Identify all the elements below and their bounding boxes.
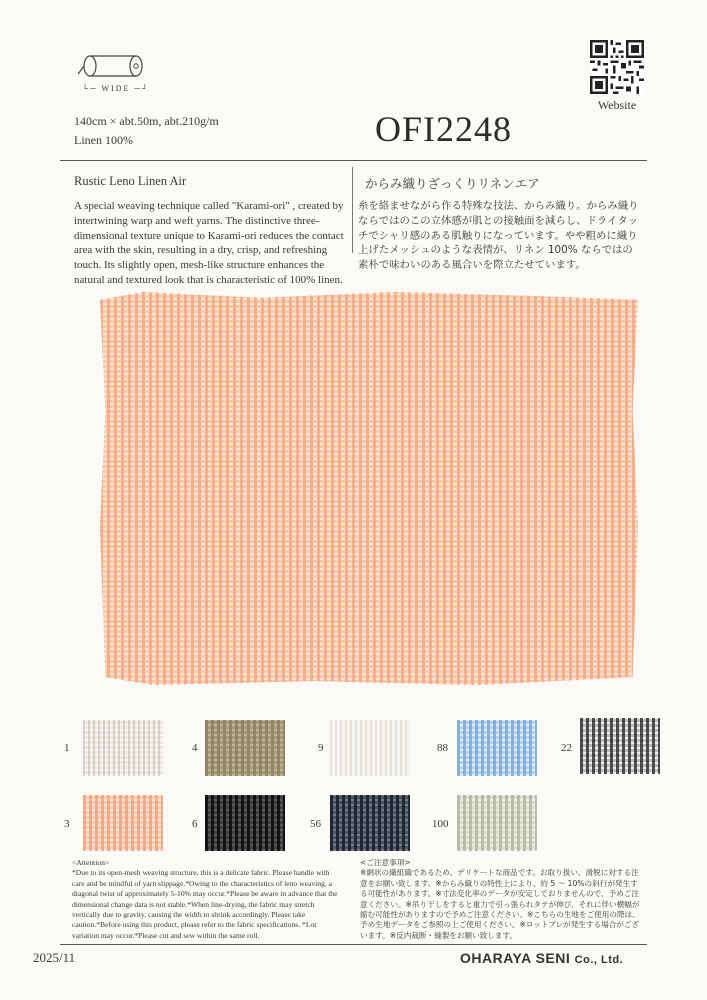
color-number: 100 <box>432 818 449 830</box>
color-number: 9 <box>318 742 324 754</box>
color-number: 4 <box>192 742 198 754</box>
fabric-roll-icon <box>74 52 158 82</box>
attention-en-body: *Due to its open-mesh weaving structure, this is a delicate fabric. Please handle with care and be mindful of yarn slippage.*Owing to the characteristics of leno weaving, a diagonal twist of approximately 5-10% may occur.*Please be aware in advance that the dimensional change data is not stable.*When line-drying, the fabric may stretch vertically due to gravity, causing the width to shrink accordingly. Please take caution.*Before using this product, please refer to the fabric specifications. *Lot variation may occur.*Please cut and sew within the same roll. <box>72 868 338 940</box>
attention-jp-body: ※網状の織組織であるため、デリケートな商品です。お取り扱い、滑脱に対する注意をお願い致します。※からみ織りの特性上により、約 5 〜 10%の斜行が発生する可能性があります。※寸法変化率のデータが安定しておりませんので、予めご注意ください。※吊り干しをすると重力で引っ張られタテが伸び、それに伴い横幅が縮む可能性がありますので予めご注意ください。※こちらの生地をご使用の際は、予め生地データをご参照の上ご使用ください。※ロットブレが発生する場合がございます。※反内裁断・縫製をお願い致します。 <box>360 868 640 940</box>
color-chip-9[interactable] <box>330 720 410 776</box>
brand-main: OHARAYA SENI <box>460 950 571 966</box>
footer-divider <box>60 944 647 945</box>
description-jp: 糸を絡ませながら作る特殊な技法、からみ織り。からみ織りならではのこの立体感が肌との接触面を減らし、ドライタッチでシャリ感のある肌触りになっています。やや粗めに織り上げたメッシュのような表情が、リネン 100% ならではの素朴で味わいのある風合いを際立たせています。 <box>358 200 639 272</box>
color-number: 88 <box>437 742 448 754</box>
wide-text: WIDE <box>101 84 131 93</box>
color-number: 6 <box>192 818 198 830</box>
attention-jp <box>360 858 645 941</box>
color-number: 56 <box>310 818 321 830</box>
attention-en-title: <Attention> <box>72 858 110 867</box>
color-chip-88[interactable] <box>457 720 537 776</box>
title-en: Rustic Leno Linen Air <box>74 174 187 188</box>
color-chip-56[interactable] <box>330 795 410 851</box>
qr-code-icon[interactable] <box>590 40 644 94</box>
qr-label: Website <box>597 98 637 112</box>
spec-size: 140cm × abt.50m, abt.210g/m <box>74 114 219 128</box>
header-divider <box>60 160 647 161</box>
attention-jp-title: <ご注意事項> <box>360 858 411 867</box>
color-number: 1 <box>64 742 70 754</box>
attention-en <box>72 858 342 941</box>
description-en: A special weaving technique called "Karami-ori" , created by intertwining warp and weft yarns. The distinctive three-dimensional texture unique to Karami-ori reduces the contact area with the skin, resulting in a dry, crisp, and refreshing touch. Its slightly open, mesh-like structure enhances the natural and textured look that is characteristic of 100% linen. <box>74 200 344 286</box>
color-chip-1[interactable] <box>83 720 163 776</box>
color-chip-100[interactable] <box>457 795 537 851</box>
color-chip-3[interactable] <box>83 795 163 851</box>
brand-name <box>460 950 623 966</box>
color-number: 22 <box>561 742 572 754</box>
color-chip-4[interactable] <box>205 720 285 776</box>
product-code: OFI2248 <box>375 109 513 149</box>
wide-label: └─ WIDE ─┘ <box>82 84 150 93</box>
column-divider <box>352 167 353 253</box>
color-number: 3 <box>64 818 70 830</box>
spec-block <box>74 112 219 150</box>
color-chip-6[interactable] <box>205 795 285 851</box>
issue-date: 2025/11 <box>33 950 76 965</box>
wide-logo <box>74 52 158 100</box>
brand-suffix: Co., Ltd. <box>574 954 624 966</box>
title-jp: からみ織りざっくりリネンエア <box>365 176 540 191</box>
main-fabric-swatch <box>100 292 638 685</box>
spec-composition: Linen 100% <box>74 133 133 147</box>
color-chip-22[interactable] <box>580 718 660 774</box>
